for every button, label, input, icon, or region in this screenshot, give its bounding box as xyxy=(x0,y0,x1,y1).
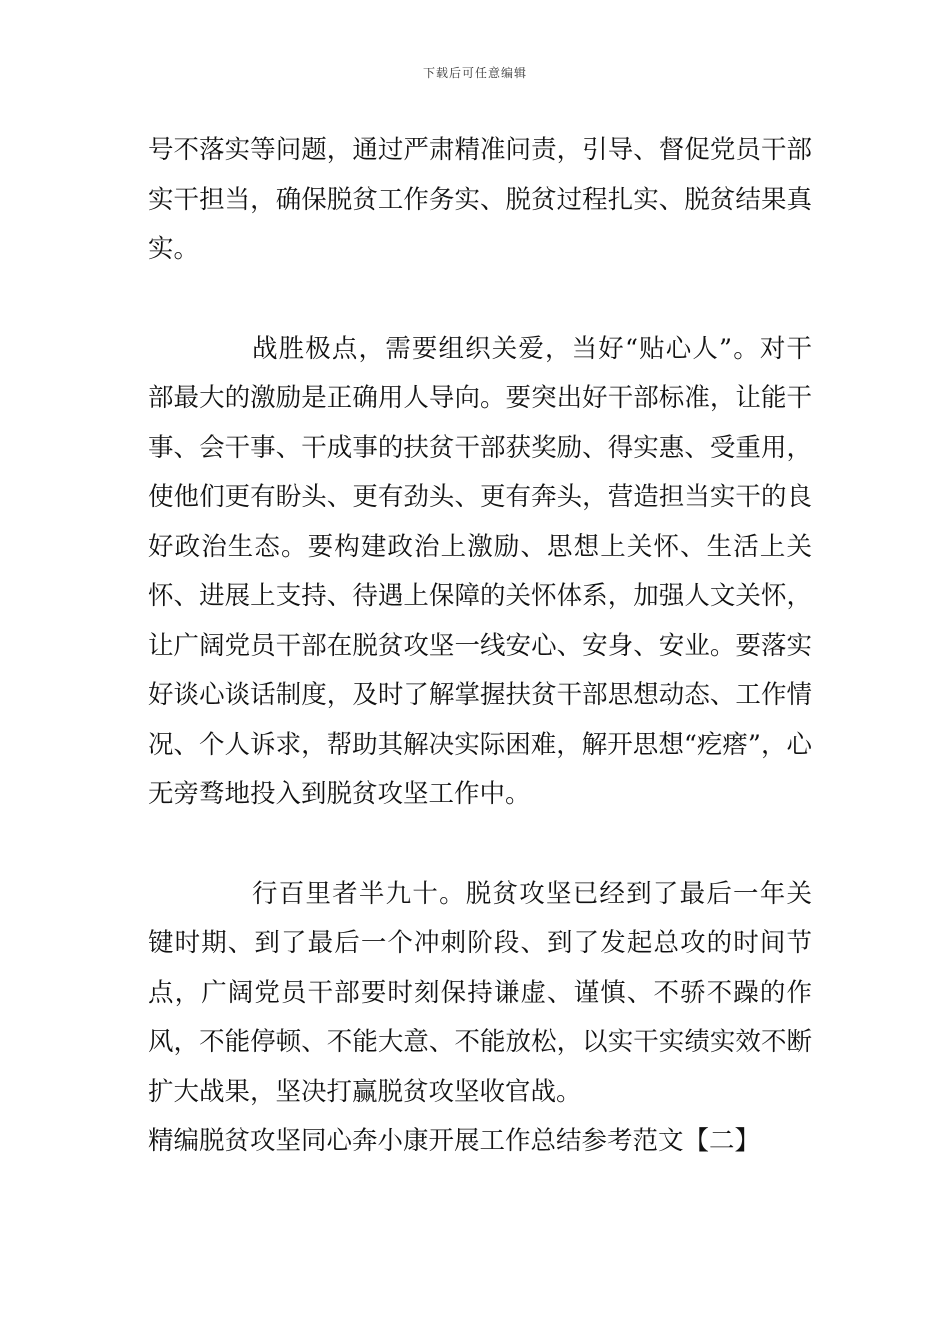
paragraph-continuation: 号不落实等问题，通过严肃精准问责，引导、督促党员干部实干担当，确保脱贫工作务实、脱贫过程扎实、脱贫结果真实。 xyxy=(148,135,812,264)
section-title: 精编脱贫攻坚同心奔小康开展工作总结参考范文【二】 xyxy=(148,1126,761,1156)
paragraph-final-push: 行百里者半九十。脱贫攻坚已经到了最后一年关键时期、到了最后一个冲刺阶段、到了发起总攻的时间节点，广阔党员干部要时刻保持谦虚、谨慎、不骄不躁的作风，不能停顿、不能大意、不能放松，以实干实绩实效不断扩大战果，坚决打赢脱贫攻坚收官战。 xyxy=(148,878,812,1107)
document-body xyxy=(148,126,812,1167)
page-header-note: 下载后可任意编辑 xyxy=(422,66,527,80)
paragraph-care: 战胜极点，需要组织关爱，当好“贴心人”。对干部最大的激励是正确用人导向。要突出好干部标准，让能干事、会干事、干成事的扶贫干部获奖励、得实惠、受重用，使他们更有盼头、更有劲头、更有奔头，营造担当实干的良好政治生态。要构建政治上激励、思想上关怀、生活上关怀、进展上支持、待遇上保障的关怀体系，加强人文关怀，让广阔党员干部在脱贫攻坚一线安心、安身、安业。要落实好谈心谈话制度，及时了解掌握扶贫干部思想动态、工作情况、个人诉求，帮助其解决实际困难，解开思想“疙瘩”，心无旁骛地投入到脱贫攻坚工作中。 xyxy=(148,333,812,809)
